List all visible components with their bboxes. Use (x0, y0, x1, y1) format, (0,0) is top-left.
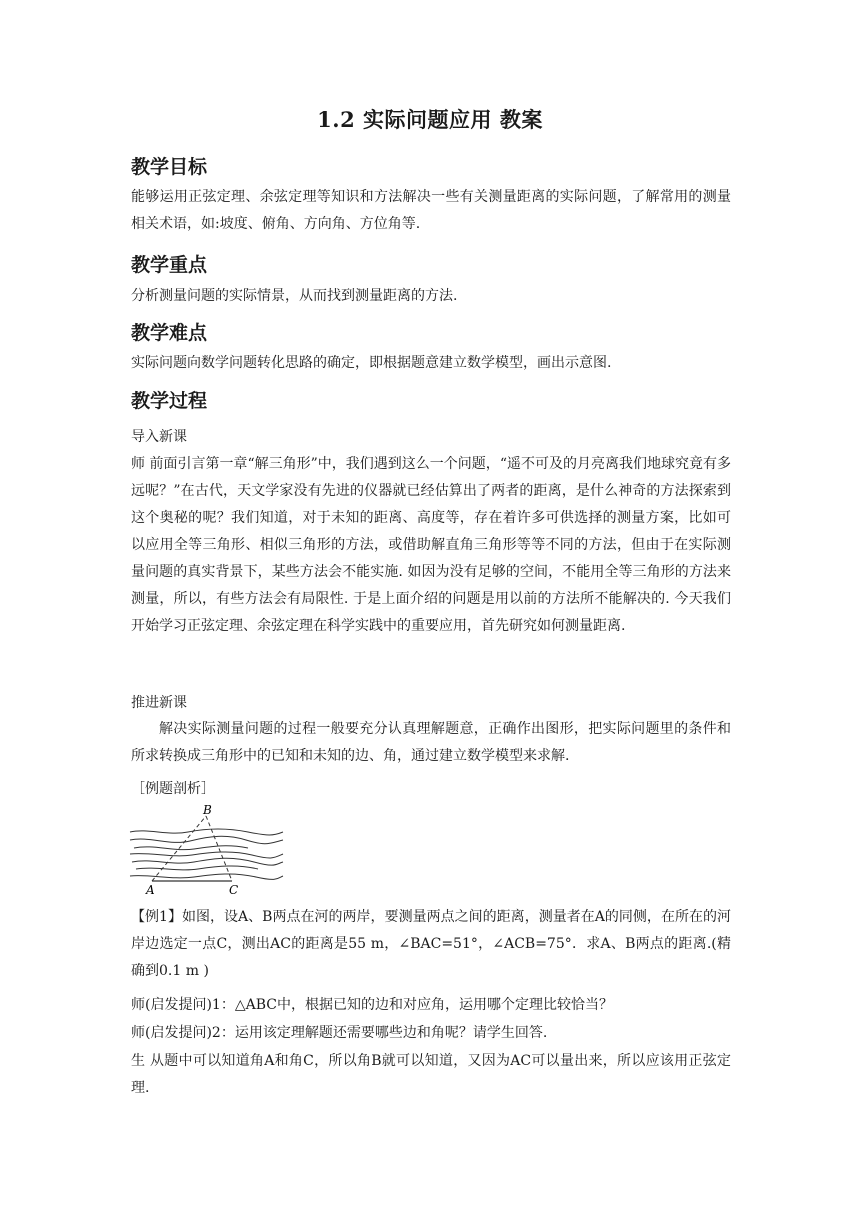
example-section-label: ［例题剖析］ (131, 781, 215, 797)
intro-label: 导入新课 (131, 429, 187, 445)
intro-paragraph: 师 前面引言第一章“解三角形”中，我们遇到这么一个问题，“遥不可及的月亮离我们地球究竟有多远呢？”在古代，天文学家没有先进的仪器就已经估算出了两者的距离，是什么神奇的方法探索到这个奥秘的呢？我们知道，对于未知的距离、高度等，存在着许多可供选择的测量方案，比如可以应用全等三角形、相似三角形的方法，或借助解直角三角形等等不同的方法，但由于在实际测量问题的真实背景下，某些方法会不能实施. 如因为没有足够的空间，不能用全等三角形的方法来测量，所以，有些方法会有局限性. 于是上面介绍的问题是用以前的方法所不能解决的. 今天我们开始学习正弦定理、余弦定理在科学实践中的重要应用，首先研究如何测量距离. (131, 456, 731, 634)
key-points-paragraph: 分析测量问题的实际情景，从而找到测量距离的方法. (131, 288, 458, 304)
teacher-question-1: 师(启发提问)1：△ABC中，根据已知的边和对应角，运用哪个定理比较恰当？ (131, 997, 613, 1013)
example-1-paragraph: 【例1】如图，设A、B两点在河的两岸，要测量两点之间的距离，测量者在A的同侧，在所在的河岸边选定一点C，测出AC的距离是55 m，∠BAC=51°，∠ACB=75°．求A、B两点的距离.(精确到0.1 m ) (131, 909, 731, 979)
river-waves (130, 829, 283, 879)
student-answer: 生 从题中可以知道角A和角C，所以角B就可以知道，又因为AC可以量出来，所以应该用正弦定理. (131, 1053, 731, 1096)
page-title: 1.2 实际问题应用 教案 (317, 107, 543, 132)
heading-difficulties: 教学难点 (131, 322, 208, 344)
goals-paragraph: 能够运用正弦定理、余弦定理等知识和方法解决一些有关测量距离的实际问题，了解常用的测量相关术语，如:坡度、俯角、方向角、方位角等. (131, 189, 731, 232)
river-triangle-figure (128, 802, 288, 898)
point-b-label: B (203, 803, 212, 817)
teacher-question-2: 师(启发提问)2：运用该定理解题还需要哪些边和角呢？请学生回答. (131, 1025, 548, 1041)
new-lesson-label: 推进新课 (131, 695, 187, 711)
point-c-label: C (229, 883, 239, 897)
heading-process: 教学过程 (131, 390, 208, 412)
point-a-label: A (146, 883, 155, 897)
heading-goals: 教学目标 (131, 156, 208, 178)
heading-key-points: 教学重点 (131, 254, 208, 276)
new-lesson-paragraph: 解决实际测量问题的过程一般要充分认真理解题意，正确作出图形，把实际问题里的条件和所求转换成三角形中的已知和未知的边、角，通过建立数学模型来求解. (131, 721, 731, 764)
difficulties-paragraph: 实际问题向数学问题转化思路的确定，即根据题意建立数学模型，画出示意图. (131, 355, 612, 371)
